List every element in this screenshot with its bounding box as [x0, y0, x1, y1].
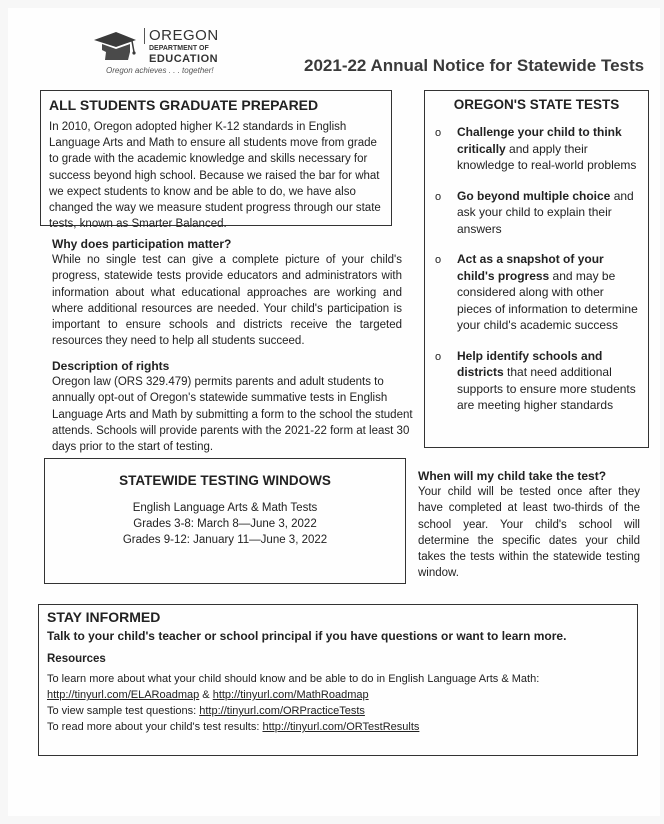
state-tests-item: [435, 188, 638, 238]
state-tests-heading: OREGON'S STATE TESTS: [453, 97, 620, 112]
math-roadmap-link[interactable]: http://tinyurl.com/MathRoadmap: [212, 689, 369, 701]
ela-roadmap-link[interactable]: http://tinyurl.com/ELARoadmap: [47, 689, 200, 701]
ampersand: &: [199, 689, 213, 701]
practice-tests-link[interactable]: http://tinyurl.com/ORPracticeTests: [199, 705, 365, 717]
state-tests-item: [435, 348, 638, 414]
participation-heading: Why does participation matter?: [52, 237, 232, 251]
graduate-body: In 2010, Oregon adopted higher K-12 standards in English Language Arts and Math to ensure all students move from grade to grade with the academic knowledge and skills necessary for success beyond high school. Because we raised the bar for what we expect students to know and be able to do, we have also changed the way we measure student progress through our state tests, known as Smarter Balanced.: [49, 121, 381, 231]
circle-bullet-icon: o: [435, 254, 442, 266]
item-rest: that need additional supports to ensure more students are meeting higher standards: [457, 365, 636, 412]
practice-line: [47, 703, 629, 719]
inform-heading: STAY INFORMED: [47, 609, 161, 625]
windows-grades-9-12: Grades 9-12: January 11—June 3, 2022: [122, 534, 328, 546]
item-rest: and may be considered along with other pieces of information to determine your child's academic success: [457, 268, 638, 332]
item-bold: Help identify schools and districts: [457, 348, 603, 379]
circle-bullet-icon: o: [435, 350, 442, 363]
oregon-education-logo: [92, 28, 232, 76]
stay-informed-box: [38, 604, 638, 756]
test-results-link[interactable]: http://tinyurl.com/ORTestResults: [262, 721, 420, 733]
logo-department: DEPARTMENT OF: [149, 45, 209, 52]
item-bold: Act as a snapshot of your child's progress: [457, 252, 604, 283]
document-page: [8, 8, 660, 816]
graduate-heading: ALL STUDENTS GRADUATE PREPARED: [49, 97, 319, 113]
windows-subject: English Language Arts & Math Tests: [132, 502, 318, 514]
rights-section: [52, 358, 418, 455]
roadmap-text: To learn more about what your child should know and be able to do in English Language Arts & Math:: [47, 673, 540, 685]
windows-grades-3-8: Grades 3-8: March 8—June 3, 2022: [133, 518, 317, 530]
when-body: Your child will be tested once after they have completed at least two-thirds of the school year. Your child's school will determine the specific dates your child takes the tests within the statewide testing window.: [418, 486, 640, 580]
roadmap-links: [47, 687, 629, 703]
inform-subheading: Talk to your child's teacher or school principal if you have questions or want to learn more.: [47, 629, 567, 643]
circle-bullet-icon: o: [435, 127, 442, 139]
state-tests-item: [435, 124, 638, 174]
windows-heading: STATEWIDE TESTING WINDOWS: [119, 473, 331, 488]
state-tests-list: [435, 124, 638, 414]
rights-heading: Description of rights: [52, 359, 170, 373]
circle-bullet-icon: o: [435, 190, 442, 203]
resources-label: Resources: [47, 653, 106, 665]
rights-body: Oregon law (ORS 329.479) permits parents and adult students to annually opt-out of Oregon's statewide summative tests in English Language Arts and Math by submitting a form to the school the student attends. Schools will provide parents with the 2021-22 form at least 30 days prior to the start of testing.: [52, 376, 413, 454]
item-bold: Go beyond multiple choice: [457, 188, 611, 203]
logo-tagline: Oregon achieves . . . together!: [106, 66, 214, 75]
state-tests-item: [435, 251, 638, 334]
graduate-prepared-box: [40, 90, 392, 231]
logo-oregon: OREGON: [144, 28, 219, 44]
document-title: 2021-22 Annual Notice for Statewide Tests: [304, 56, 645, 75]
graduation-cap-state-icon: [92, 30, 138, 64]
state-tests-box: [424, 90, 649, 448]
item-rest: and apply their knowledge to real-world problems: [457, 141, 637, 172]
participation-body: While no single test can give a complete picture of your child's progress, statewide tests provide educators and administrators with information about what educational approaches are working and where additional resources are needed. Your child's participation is important to ensure schools and districts receive the targeted resources they need to help all students succeed.: [52, 254, 402, 348]
results-line: [47, 719, 629, 735]
results-text: To read more about your child's test results:: [47, 721, 263, 733]
participation-section: [52, 236, 402, 349]
practice-text: To view sample test questions:: [47, 705, 200, 717]
testing-windows-box: [44, 458, 406, 584]
when-heading: When will my child take the test?: [418, 469, 607, 483]
item-bold: Challenge your child to think critically: [457, 125, 622, 156]
logo-education: EDUCATION: [149, 53, 219, 65]
item-rest: and ask your child to explain their answers: [457, 188, 634, 236]
when-section: [418, 468, 640, 581]
